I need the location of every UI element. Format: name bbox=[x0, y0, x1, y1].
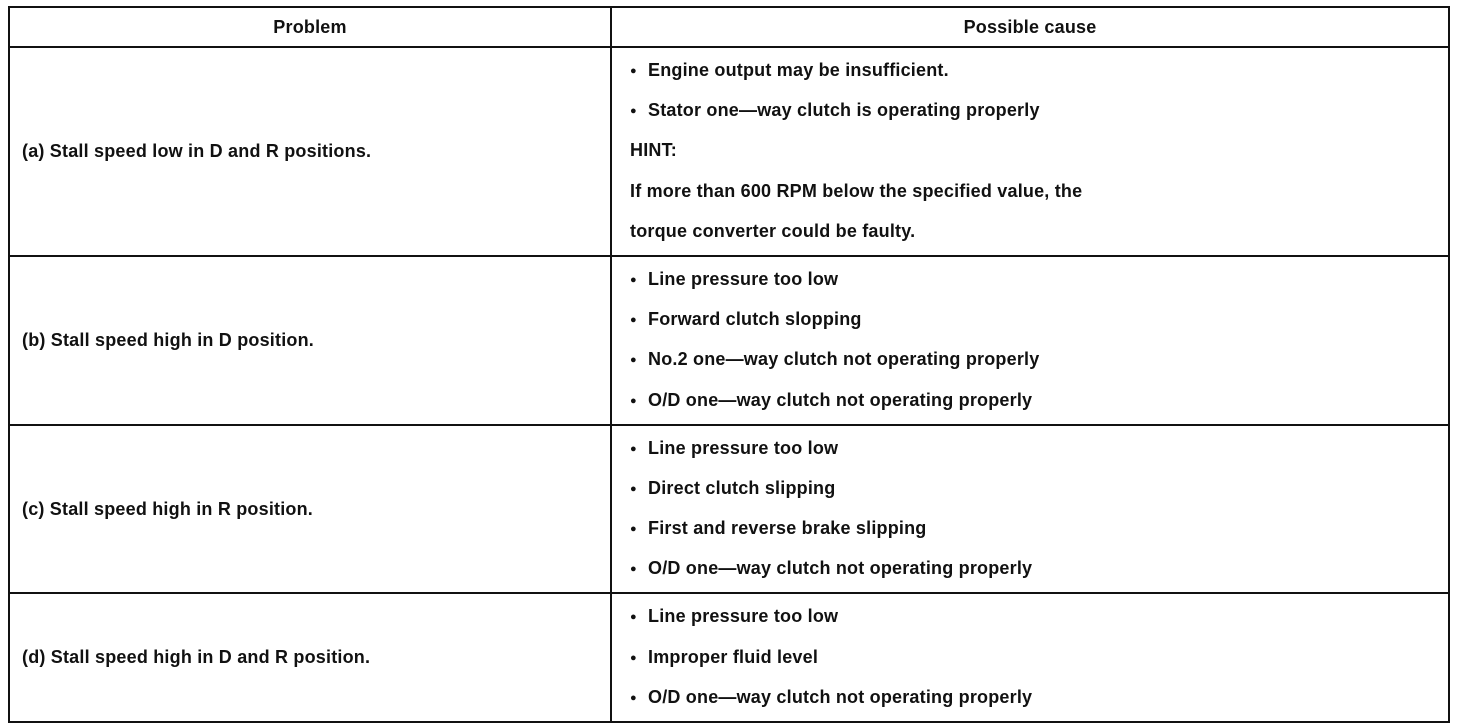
cause-item: ● Line pressure too low bbox=[630, 259, 1448, 299]
problem-cell: (b) Stall speed high in D position. bbox=[9, 256, 611, 425]
cause-item: ● No.2 one—way clutch not operating properly bbox=[630, 339, 1448, 379]
cause-cell bbox=[611, 256, 1449, 425]
cause-item: ● O/D one—way clutch not operating properly bbox=[630, 548, 1448, 588]
problem-cell: (c) Stall speed high in R position. bbox=[9, 425, 611, 594]
cause-item: ● Stator one—way clutch is operating properly bbox=[630, 90, 1448, 130]
header-possible-cause: Possible cause bbox=[611, 7, 1449, 47]
cause-item: ● Line pressure too low bbox=[630, 428, 1448, 468]
header-problem: Problem bbox=[9, 7, 611, 47]
cause-item: ● Direct clutch slipping bbox=[630, 468, 1448, 508]
cause-item: ● First and reverse brake slipping bbox=[630, 508, 1448, 548]
problem-cell: (a) Stall speed low in D and R positions. bbox=[9, 47, 611, 256]
stall-test-table bbox=[8, 6, 1450, 723]
table-row bbox=[9, 593, 1449, 722]
hint-label: HINT: bbox=[630, 140, 677, 161]
problem-cell: (d) Stall speed high in D and R position. bbox=[9, 593, 611, 722]
hint-text: torque converter could be faulty. bbox=[630, 220, 916, 241]
cause-item: ● Engine output may be insufficient. bbox=[630, 50, 1448, 90]
cause-cell bbox=[611, 425, 1449, 594]
table-row bbox=[9, 425, 1449, 594]
cause-item: ● Forward clutch slopping bbox=[630, 299, 1448, 339]
cause-item: ● Line pressure too low bbox=[630, 596, 1448, 636]
cause-cell bbox=[611, 593, 1449, 722]
cause-item: ● O/D one—way clutch not operating properly bbox=[630, 380, 1448, 420]
cause-item: ● O/D one—way clutch not operating properly bbox=[630, 677, 1448, 717]
table-row bbox=[9, 256, 1449, 425]
cause-cell bbox=[611, 47, 1449, 256]
header-row bbox=[9, 7, 1449, 47]
hint-text: If more than 600 RPM below the specified value, the bbox=[630, 180, 1083, 201]
table-row bbox=[9, 47, 1449, 256]
cause-item: ● Improper fluid level bbox=[630, 637, 1448, 677]
